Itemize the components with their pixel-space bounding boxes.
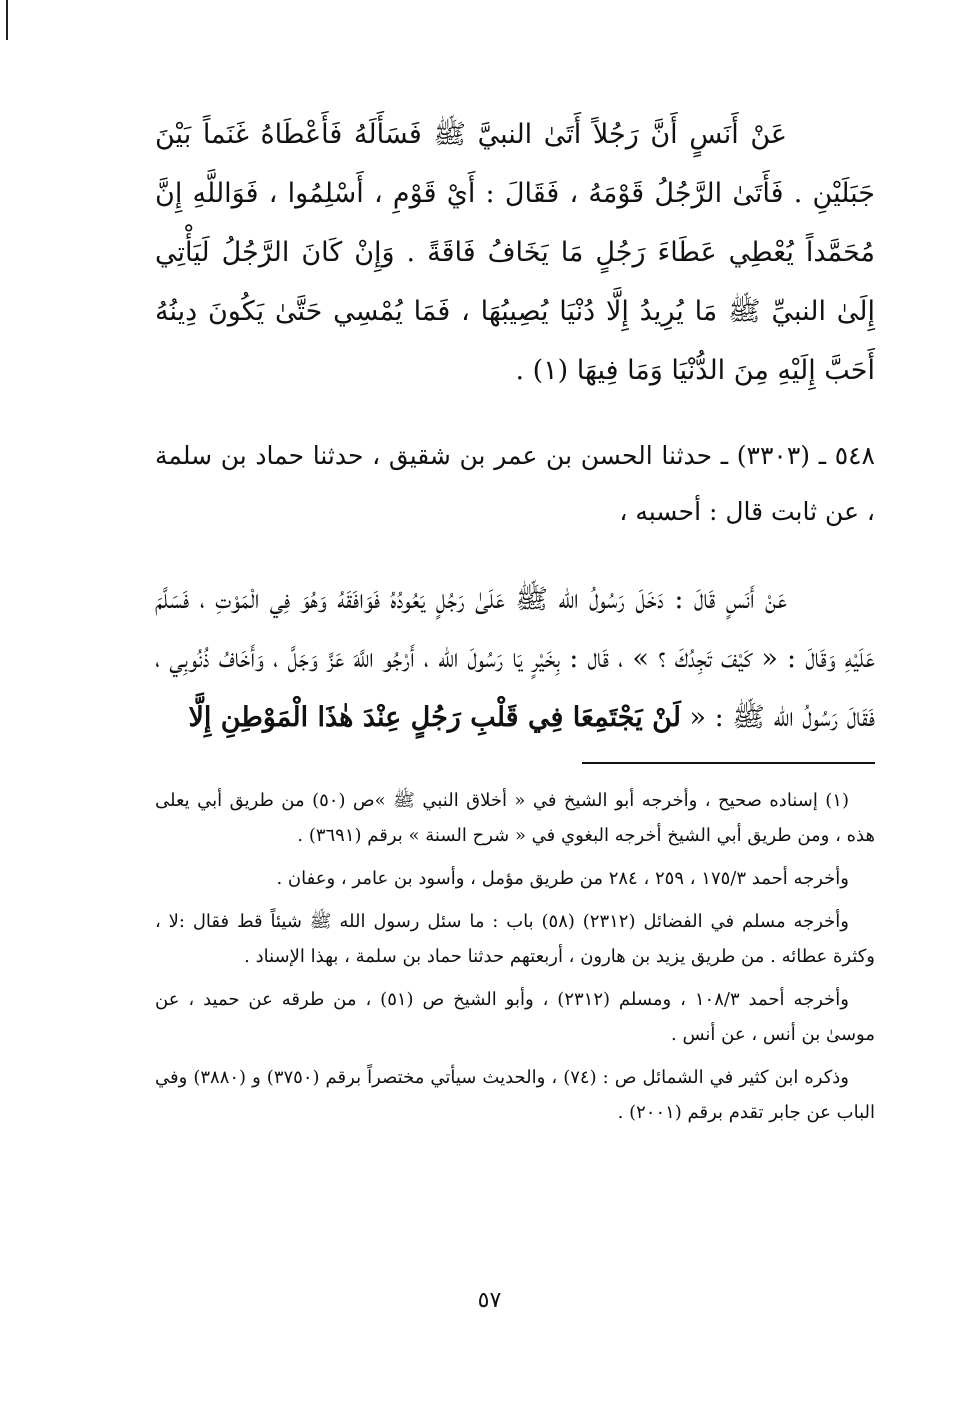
hadith-548-matn-text: عَنْ أَنَسٍ قَالَ : دَخَلَ رَسُولُ الله ﷺ عَلَىٰ رَجُلٍ يَعُودُهُ فَوَافَقَهُ وَهُوَ فِي الْمَوْتِ ، فَسَلَّمَ عَلَيْهِ وَقَالَ : « كَيْفَ تَجِدُكَ ؟ » ، قَال : بِخَيْرٍ يَا رَسُولَ الله ، أَرْجُو اللَّهَ عَزَّ وَجَلَّ ، وَأَخَافُ ذُنُوبِي ، فَقَالَ رَسُولُ الله ﷺ : «: [155, 584, 875, 733]
footnote-ahmad: وأخرجه أحمد ١٧٥/٣ ، ٢٥٩ ، ٢٨٤ من طريق مؤمل ، وأسود بن عامر ، وعفان .: [276, 868, 849, 889]
footnote-1: (١) إسناده صحيح ، وأخرجه أبو الشيخ في « أخلاق النبي ﷺ »ص (٥٠) من طريق أبي يعلى هذه ، ومن طريق أبي الشيخ أخرجه البغوي في « شرح السنة » برقم (٣٦٩١) .: [155, 790, 875, 846]
main-text-block: [155, 105, 875, 747]
footnotes-block: [155, 783, 875, 1138]
footnote-ahmad-muslim: وأخرجه أحمد ١٠٨/٣ ، ومسلم (٢٣١٢) ، وأبو الشيخ ص (٥١) ، من طرقه عن حميد ، عن موسىٰ بن أنس ، عن أنس .: [155, 989, 875, 1045]
hadith-548-isnad: ٥٤٨ ـ (٣٣٠٣) ـ حدثنا الحسن بن عمر بن شقيق ، حدثنا حماد بن سلمة ، عن ثابت قال : أحسبه ،: [155, 441, 875, 526]
footnote-muslim: وأخرجه مسلم في الفضائل (٢٣١٢) (٥٨) باب : ما سئل رسول الله ﷺ شيئاً قط فقال :لا ، وكثرة عطائه . من طريق يزيد بن هارون ، أربعتهم حدثنا حماد بن سلمة ، بهذا الإسناد .: [155, 911, 875, 967]
hadith-547-matn: عَنْ أَنَسٍ أَنَّ رَجُلاً أَتَىٰ النبيَّ ﷺ فَسَأَلَهُ فَأَعْطَاهُ غَنَماً بَيْنَ جَبَلَيْنِ . فَأَتَىٰ الرَّجُلُ قَوْمَهُ ، فَقَالَ : أَيْ قَوْمِ ، أَسْلِمُوا ، فَوَاللَّهِ إِنَّ مُحَمَّداً يُعْطِي عَطَاءَ رَجُلٍ مَا يَخَافُ فَاقَةً . وَإِنْ كَانَ الرَّجُلُ لَيَأْتِي إِلَىٰ النبيِّ ﷺ مَا يُرِيدُ إِلَّا دُنْيَا يُصِيبُهَا ، فَمَا يُمْسِي حَتَّىٰ يَكُونَ دِينُهُ أَحَبَّ إِلَيْهِ مِنَ الدُّنْيَا وَمَا فِيهَا (١) .: [155, 119, 875, 386]
hadith-548-matn: [155, 570, 875, 747]
page-number: ٥٧: [477, 1288, 502, 1313]
footnote-separator: [582, 762, 875, 764]
page-edge-line: [6, 0, 8, 40]
footnote-ibn-kathir: وذكره ابن كثير في الشمائل ص : (٧٤) ، والحديث سيأتي مختصراً برقم (٣٧٥٠) و (٣٨٨٠) وفي الباب عن جابر تقدم برقم (٢٠٠١) .: [155, 1067, 875, 1123]
prophetic-saying-bold: لَنْ يَجْتَمِعَا فِي قَلْبِ رَجُلٍ عِنْدَ هٰذَا الْمَوْطِنِ إِلَّا: [188, 702, 681, 733]
